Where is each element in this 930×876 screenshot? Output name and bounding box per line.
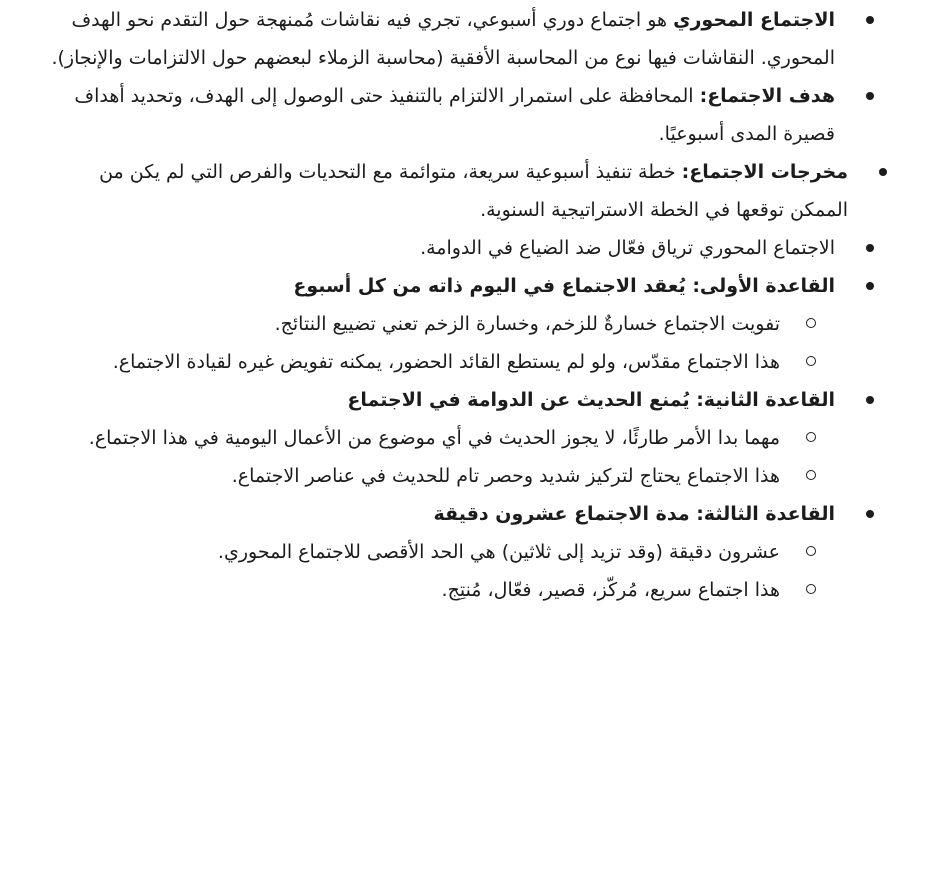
sub-item-text: مهما بدا الأمر طارئًا، لا يجوز الحديث في أي موضوع من الأعمال اليومية في هذا الاجتماع. [88, 427, 780, 449]
sub-item [44, 343, 890, 381]
bullet-icon [879, 168, 887, 176]
item-text: خطة تنفيذ أسبوعية سريعة، متوائمة مع التحديات والفرص التي لم يكن من الممكن توقعها في الخطة الاستراتيجية السنوية. [99, 161, 848, 221]
rule-2-subs [44, 419, 890, 495]
sub-item-text: هذا اجتماع سريع، مُركّز، قصير، فعّال، مُنتِج. [441, 579, 780, 601]
sub-list [44, 419, 890, 495]
rule-title: القاعدة الثانية: يُمنع الحديث عن الدوامة في الاجتماع [347, 389, 835, 411]
sub-item [44, 305, 890, 343]
circle-bullet-icon [806, 432, 816, 442]
circle-bullet-icon [806, 584, 816, 594]
item-text: هو اجتماع دوري أسبوعي، تجري فيه نقاشات مُمنهجة حول التقدم نحو الهدف المحوري. النقاشات فيها نوع من المحاسبة الأفقية (محاسبة الزملاء لبعضهم حول الالتزامات والإنجاز). [51, 9, 835, 69]
list-item-antidote [44, 229, 890, 267]
sub-item-text: تفويت الاجتماع خسارةٌ للزخم، وخسارة الزخم تعني تضييع النتائج. [274, 313, 780, 335]
list-item-definition [44, 1, 890, 77]
circle-bullet-icon [806, 318, 816, 328]
sub-item-text: هذا الاجتماع يحتاج لتركيز شديد وحصر تام للحديث في عناصر الاجتماع. [231, 465, 780, 487]
bullet-icon [866, 282, 874, 290]
bullet-icon [866, 396, 874, 404]
rule-heading-3 [44, 495, 890, 533]
sub-item [44, 457, 890, 495]
item-text: المحافظة على استمرار الالتزام بالتنفيذ حتى الوصول إلى الهدف، وتحديد أهداف قصيرة المدى أسبوعيًا. [74, 85, 835, 145]
item-text: الاجتماع المحوري ترياق فعّال ضد الضياع في الدوامة. [420, 237, 835, 259]
rule-heading-2 [44, 381, 890, 419]
rule-1-subs [44, 305, 890, 381]
bullet-icon [866, 92, 874, 100]
list-item-outputs [44, 153, 903, 229]
sub-list [44, 533, 890, 609]
rule-title: القاعدة الأولى: يُعقد الاجتماع في اليوم ذاته من كل أسبوع [293, 275, 835, 297]
circle-bullet-icon [806, 356, 816, 366]
sub-item [44, 419, 890, 457]
circle-bullet-icon [806, 546, 816, 556]
bullet-icon [866, 510, 874, 518]
sub-item-text: عشرون دقيقة (وقد تزيد إلى ثلاثين) هي الحد الأقصى للاجتماع المحوري. [217, 541, 780, 563]
term-label: الاجتماع المحوري [673, 9, 835, 31]
list-item-goal [44, 77, 890, 153]
sub-item [44, 533, 890, 571]
sub-item-text: هذا الاجتماع مقدّس، ولو لم يستطع القائد الحضور، يمكنه تفويض غيره لقيادة الاجتماع. [112, 351, 780, 373]
term-label: مخرجات الاجتماع: [681, 161, 848, 183]
bullet-icon [866, 16, 874, 24]
sub-list [44, 305, 890, 381]
circle-bullet-icon [806, 470, 816, 480]
term-label: هدف الاجتماع: [699, 85, 835, 107]
rule-3-subs [44, 533, 890, 609]
rule-heading-1 [44, 267, 890, 305]
bullet-icon [866, 244, 874, 252]
rule-title: القاعدة الثالثة: مدة الاجتماع عشرون دقيقة [433, 503, 835, 525]
main-list [44, 1, 890, 609]
sub-item [44, 571, 890, 609]
